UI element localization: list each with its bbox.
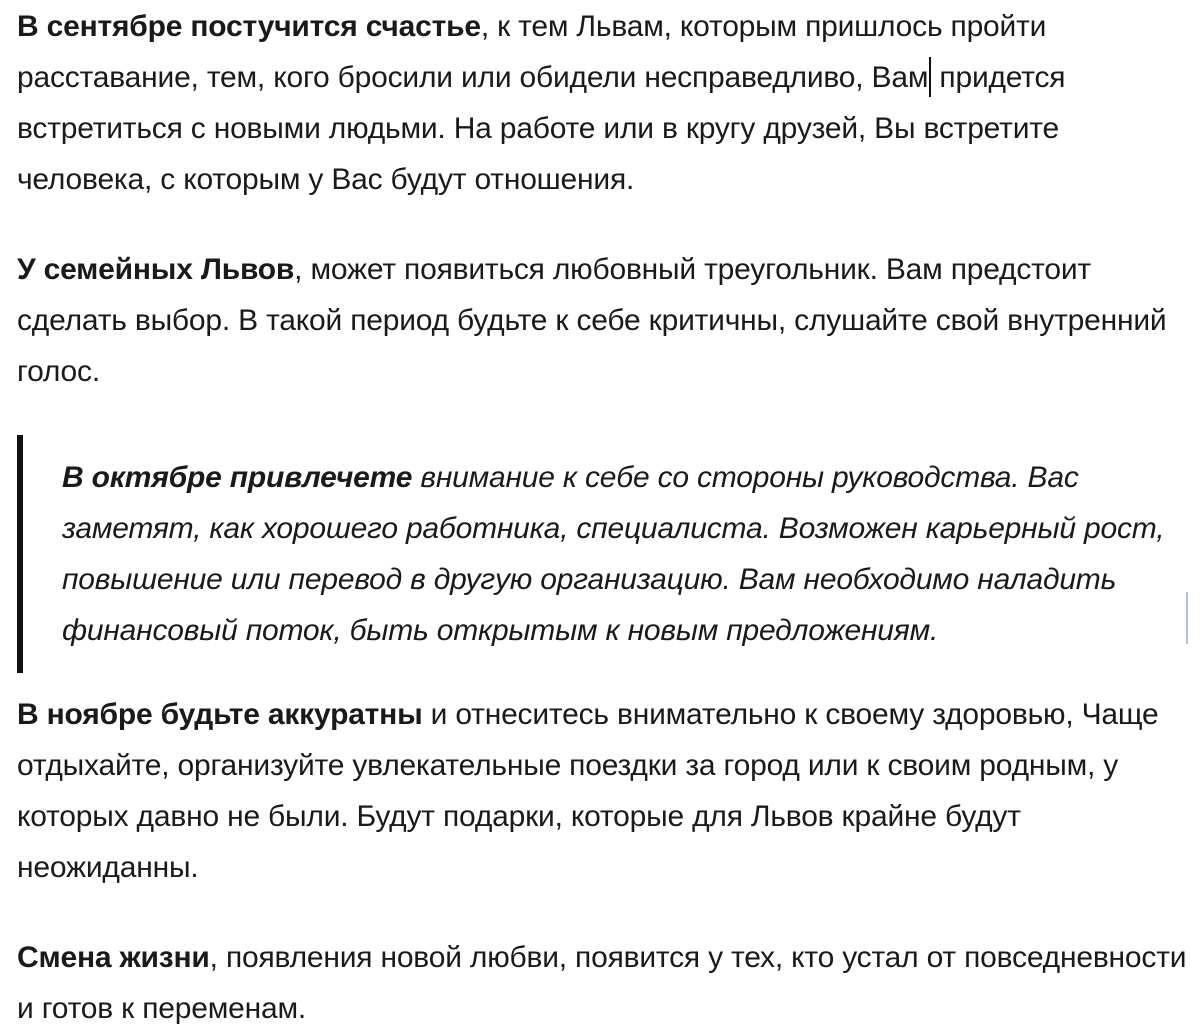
life-change-text: , появления новой любви, появится у тех, кто устал от повседневности и готов к переменам. xyxy=(17,941,1187,1025)
november-heading: В ноябре будьте аккуратны xyxy=(17,698,423,731)
paragraph-november xyxy=(17,689,1192,893)
family-heading: У семейных Львов xyxy=(17,253,295,286)
october-text: внимание к себе со стороны руководства. Вас заметят, как хорошего работника, специалиста. Возможен карьерный рост, повышение или перевод в другую организацию. Вам необходимо наладить финансовый поток, быть открытым к новым предложениям. xyxy=(62,461,1165,647)
october-heading: В октябре привлечете xyxy=(62,461,413,494)
life-change-heading: Смена жизни xyxy=(17,941,210,974)
paragraph-family xyxy=(17,244,1192,397)
september-heading: В сентябре постучится счастье xyxy=(17,10,481,43)
selection-caret xyxy=(1186,592,1188,644)
blockquote-october xyxy=(17,435,1188,673)
november-text: и отнеситесь внимательно к своему здоровью, Чаще отдыхайте, организуйте увлекательные поездки за город или к своим родным, у которых давно не были. Будут подарки, которые для Львов крайне будут неожиданны. xyxy=(17,698,1159,884)
paragraph-september xyxy=(17,0,1192,205)
family-text: , может появиться любовный треугольник. Вам предстоит сделать выбор. В такой период будьте к себе критичны, слушайте свой внутренний голос. xyxy=(17,253,1167,388)
paragraph-october xyxy=(62,452,1188,656)
september-text-continued: придется встретиться с новыми людьми. На работе или в кругу друзей, Вы встретите человека, с которым у Вас будут отношения. xyxy=(17,61,1066,196)
article-body xyxy=(17,0,1192,1034)
september-text: , к тем Львам, которым пришлось пройти расставание, тем, кого бросили или обидели несправедливо, Вам xyxy=(17,10,1047,94)
paragraph-life-change xyxy=(17,932,1192,1034)
